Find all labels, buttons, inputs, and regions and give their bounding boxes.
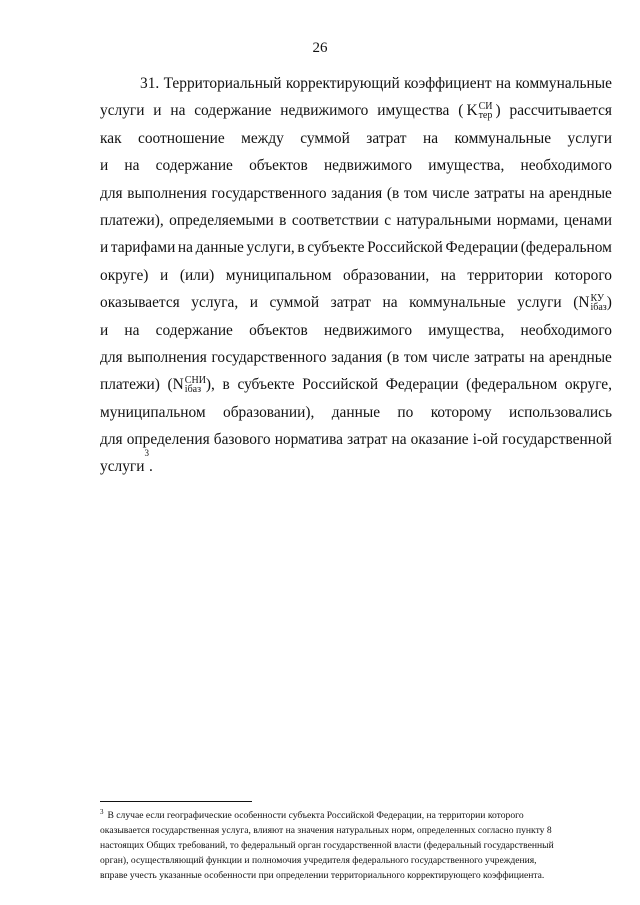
para-word: соответствии [291, 211, 379, 229]
para-word: субъекте [307, 239, 365, 257]
para-word: арендные [549, 348, 612, 366]
para-word: в [297, 239, 305, 257]
para-line [100, 344, 612, 371]
para-word: (или) [179, 266, 215, 284]
para-word: оказывается [100, 294, 180, 312]
para-word: данные [195, 239, 244, 257]
para-word: на [440, 266, 456, 284]
k-superscript: СИ [478, 101, 493, 113]
para-word: имущества, [428, 157, 505, 175]
para-word: содержание [194, 102, 272, 120]
para-line [100, 207, 612, 234]
para-word: (федеральном [466, 376, 558, 394]
para-word: которому [430, 403, 492, 421]
para-word: на [495, 75, 511, 92]
para-word: нормами, [496, 211, 559, 229]
footnote-line [100, 808, 612, 823]
para-word: услуги [100, 458, 145, 476]
para-word: образовании), [223, 403, 315, 421]
n2-subscript: iбаз [184, 383, 202, 395]
footnote-reference[interactable]: 3 [144, 448, 149, 459]
k-base: K [466, 102, 478, 120]
para-word: услуги [567, 129, 612, 147]
footnote-marker: 3 [100, 807, 104, 816]
para-word: суммой [269, 294, 320, 312]
para-word: территории [467, 266, 543, 284]
para-word: в [222, 376, 230, 394]
para-word: коэффициент [404, 75, 492, 92]
para-line [100, 426, 612, 453]
para-word: Российской [302, 376, 379, 394]
para-word: которого [554, 266, 612, 284]
para-word: и [153, 102, 162, 120]
para-word: и [100, 157, 109, 175]
para-word: округе, [564, 376, 612, 394]
para-word: задания [331, 348, 383, 366]
para-word: ценами [563, 211, 612, 229]
para-line [100, 371, 612, 398]
para-word: числе [432, 184, 470, 202]
para-word: недвижимого [280, 102, 369, 120]
k-subscript: тер [478, 110, 493, 122]
para-word: Территориальный [163, 75, 282, 92]
footnote-line: вправе учесть указанные особенности при определении территориального корректирующего коэффициента. [100, 870, 545, 881]
para-word: как [100, 129, 122, 147]
para-line [100, 399, 612, 426]
para-word: соотношение [138, 129, 225, 147]
para-word: на [391, 431, 407, 449]
para-word: норматива [274, 431, 344, 449]
para-word: платежи), [100, 211, 164, 229]
para-word: услуга, [191, 294, 239, 312]
para-word: определения [126, 431, 210, 449]
para-word: на [177, 239, 193, 257]
para-word: на [382, 294, 398, 312]
para-word: государственной [502, 431, 612, 449]
para-word: оказание [410, 431, 469, 449]
para-word: имущества, [428, 321, 505, 339]
para-word: содержание [155, 321, 233, 339]
para-line [100, 152, 612, 179]
para-word: необходимого [520, 157, 612, 175]
para-word: коммунальные [454, 129, 552, 147]
para-word: для [100, 184, 123, 202]
para-word: по [397, 403, 414, 421]
para-word: выполнения [127, 348, 207, 366]
para-word: и [249, 294, 258, 312]
para-word: Российской [367, 239, 443, 257]
para-word: базового [213, 431, 271, 449]
footnote-line: орган), осуществляющий функции и полномочия учредителя федерального государственного учреждения, [100, 855, 537, 866]
para-line [100, 234, 612, 261]
page-number: 26 [312, 40, 328, 56]
n2-base: N [172, 376, 184, 394]
para-word: необходимого [520, 321, 612, 339]
para-word: рассчитывается [509, 102, 612, 120]
n1-subscript: iбаз [590, 301, 607, 313]
para-word: на [529, 184, 545, 202]
para-word: муниципальном [100, 403, 206, 421]
para-word: затрат [347, 431, 388, 449]
para-line [100, 289, 612, 316]
para-word: (федеральном [520, 239, 612, 257]
para-word: (в [386, 348, 400, 366]
para-word: корректирующий [285, 75, 400, 92]
para-word: образовании, [343, 266, 430, 284]
para-line [100, 125, 612, 152]
para-word: затраты [474, 348, 525, 366]
para-word: содержание [155, 157, 233, 175]
para-word: использовались [509, 403, 612, 421]
para-word: i-ой [472, 431, 499, 449]
para-word: суммой [300, 129, 350, 147]
para-line [100, 317, 612, 344]
para-word: недвижимого [323, 157, 413, 175]
para-word: числе [432, 348, 470, 366]
para-word: тарифами [110, 239, 176, 257]
para-word: данные [331, 403, 381, 421]
n1-superscript: КУ [590, 292, 605, 304]
para-word: для [100, 348, 123, 366]
para-word: затраты [474, 184, 525, 202]
para-line [100, 70, 612, 97]
para-word: и [100, 239, 109, 257]
para-word: объектов [249, 157, 308, 175]
para-word: и [160, 266, 169, 284]
para-word: задания [331, 184, 383, 202]
footnote-text: В случае если географические особенности субъекта Российской Федерации, на территории которого [107, 810, 524, 821]
para-word: для [100, 431, 123, 449]
para-line [100, 448, 612, 480]
para-line [100, 262, 612, 289]
footnote-line: настоящих Общих требований, то федеральный орган государственной власти (федеральный государственный [100, 840, 554, 851]
para-word: услуги, [246, 239, 295, 257]
para-word: объектов [249, 321, 308, 339]
footnote [100, 808, 612, 883]
para-word: арендные [549, 184, 612, 202]
footnote-line: оказывается государственная услуга, влияют на значения натуральных норм, определенных согласно пункту 8 [100, 825, 552, 836]
para-word: коммунальные [409, 294, 506, 312]
para-word: государственного [211, 184, 327, 202]
footnote-divider [100, 801, 252, 802]
para-word: между [241, 129, 284, 147]
para-word: на [124, 321, 140, 339]
para-word: имущества [377, 102, 450, 120]
para-word: округе) [100, 266, 149, 284]
n-ku-symbol: ( N КУ iбаз ) [573, 289, 612, 316]
para-word: в [279, 211, 287, 229]
para-word: Федерации [385, 376, 459, 394]
footnote-line-text [100, 808, 524, 823]
para-word: выполнения [127, 184, 207, 202]
para-word: государственного [211, 348, 327, 366]
n2-superscript: СНИ [184, 374, 206, 386]
para-word: 31. [140, 75, 160, 92]
para-word: затрат [330, 294, 371, 312]
para-word: услуги [100, 102, 145, 120]
para-word: на [422, 129, 439, 147]
para-period: . [148, 458, 153, 476]
paragraph-31 [100, 70, 612, 481]
para-word: и [100, 321, 109, 339]
para-word: услуги [517, 294, 562, 312]
para-word: Федерации [445, 239, 519, 257]
para-word: с [384, 211, 392, 229]
para-line [100, 97, 612, 124]
n1-base: N [578, 294, 590, 312]
para-word: муниципальном [225, 266, 332, 284]
para-word: платежи) [100, 376, 160, 394]
k-coefficient-symbol: ( K СИ тер ) [458, 97, 500, 124]
n-sni-symbol: ( N СНИ iбаз ), [168, 371, 215, 398]
para-word: затрат [366, 129, 407, 147]
para-word: субъекте [237, 376, 295, 394]
para-word: натуральными [396, 211, 492, 229]
para-word: определяемыми [169, 211, 274, 229]
para-word: на [170, 102, 186, 120]
para-word: коммунальные [515, 75, 612, 92]
para-word: на [529, 348, 545, 366]
para-word: (в [386, 184, 400, 202]
para-word: том [403, 184, 428, 202]
para-word: недвижимого [323, 321, 413, 339]
para-word: том [403, 348, 428, 366]
para-line [100, 180, 612, 207]
para-word: на [124, 157, 140, 175]
